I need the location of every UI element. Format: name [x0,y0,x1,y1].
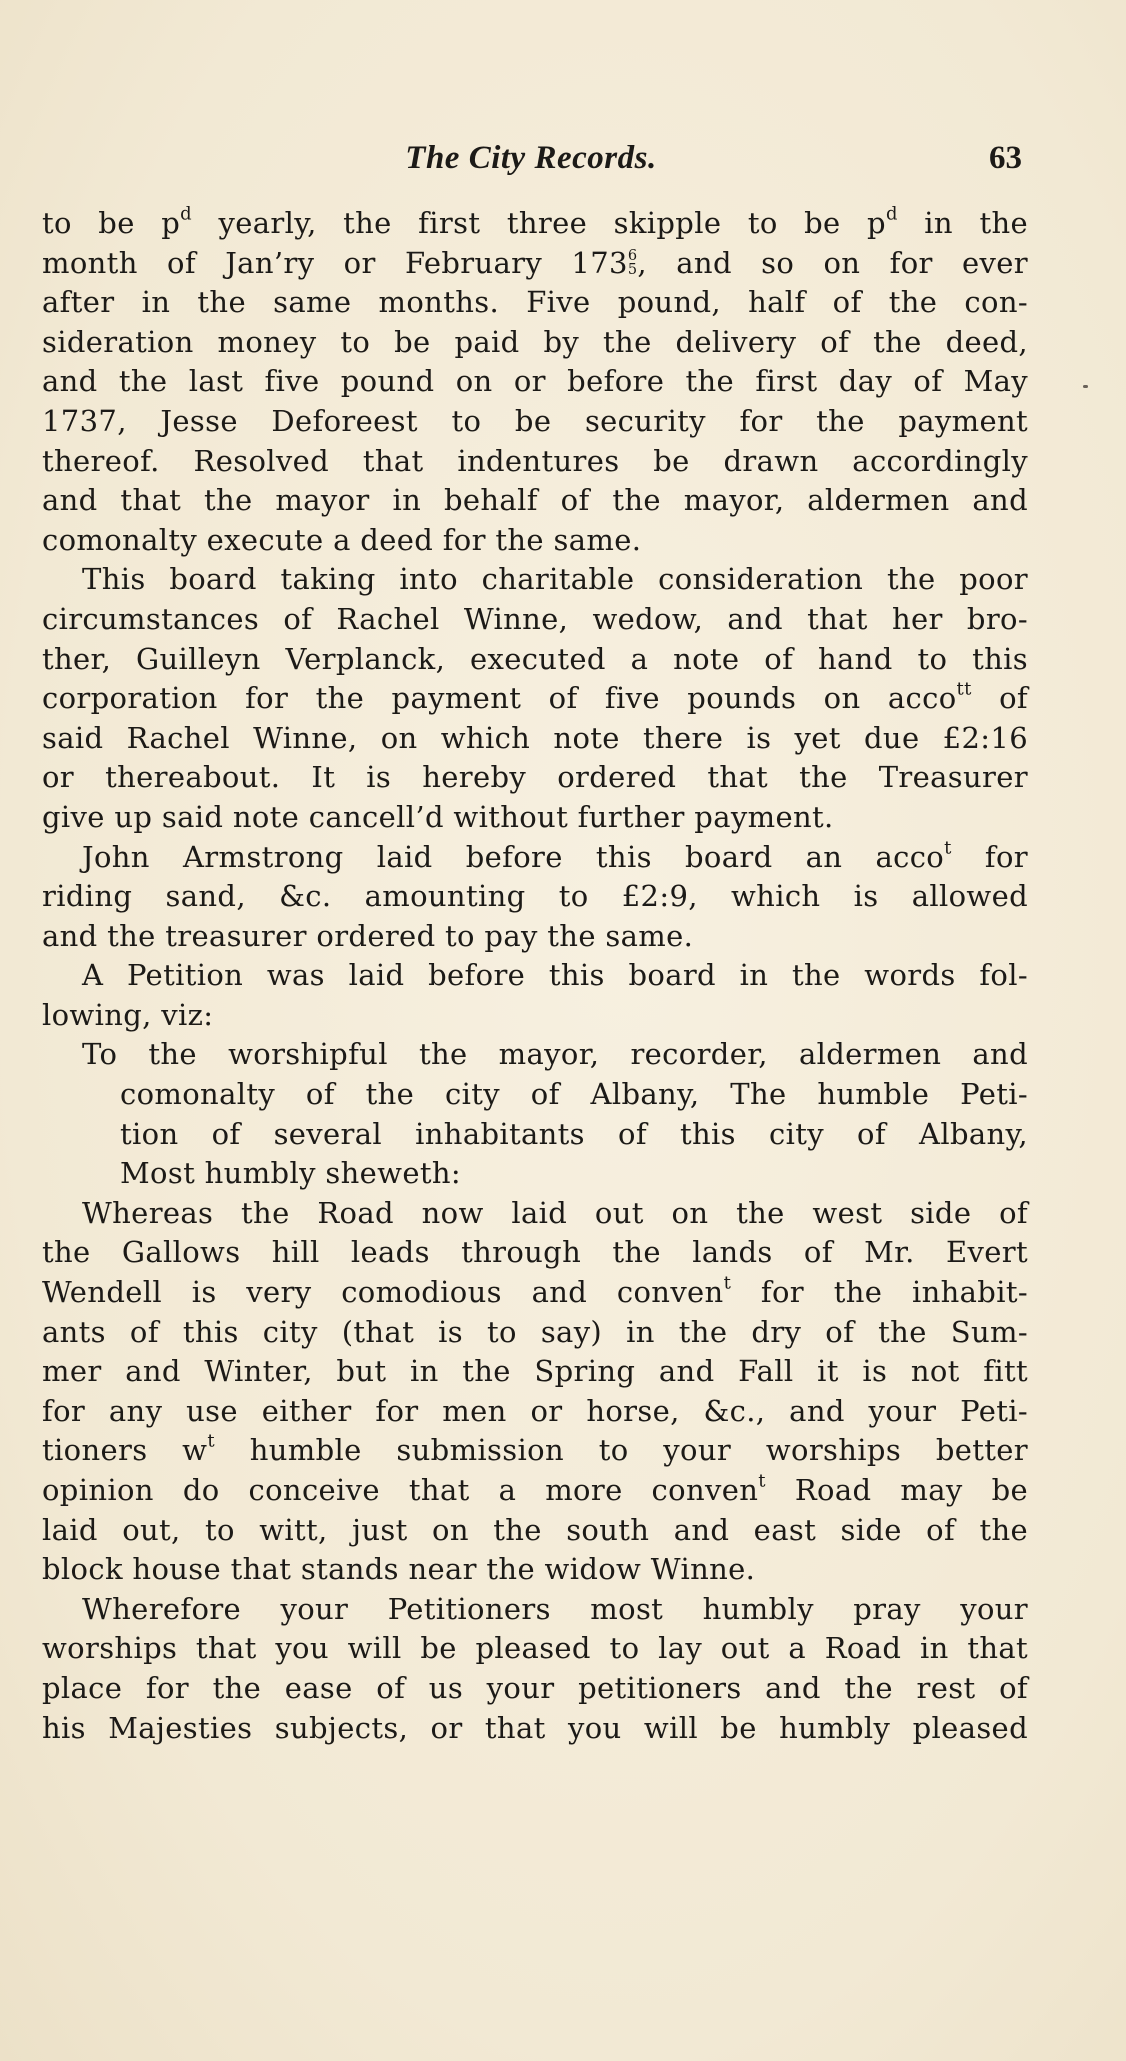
text-line: ther, Guilleyn Verplanck, executed a note of hand to this [42,641,1028,676]
text-line: thereof. Resolved that indentures be drawn accordingly [42,443,1028,478]
text-line: Wendell is very comodious and conven$^t$ for the inhabit- [42,1272,1028,1310]
text-line: block house that stands near the widow Winne. [42,1552,756,1587]
text-line: and that the mayor in behalf of the mayor, aldermen and [42,483,1028,518]
text-line: place for the ease of us your petitioners and the rest of [42,1670,1028,1705]
body-text [42,204,1028,1748]
paper-speck [1083,385,1088,388]
text-line: John Armstrong laid before this board an acco$^t$ for [82,837,1028,874]
fraction: 6 5 [627,248,638,279]
text-line: tioners $w^t$ humble submission to your worships better [42,1430,1028,1468]
text-line: 1737, Jesse Deforeest to be security for the payment [42,403,1028,438]
text-line: opinion do conceive that a more conven$^t$ Road may be [42,1470,1028,1507]
text-line: after in the same months. Five pound, half of the con- [42,285,1028,320]
text-line: A Petition was laid before this board in the words fol- [82,958,1028,993]
text-line: Whereas the Road now laid out on the west side of [82,1195,1028,1230]
text-line: or thereabout. It is hereby ordered that the Treasurer [42,760,1028,795]
text-line: give up said note cancell’d without further payment. [42,799,834,834]
text-line: to be $p^d$ yearly, the first three skipple to be $p^d$ in the [42,203,1028,240]
text-line: To the worshipful the mayor, recorder, aldermen and [82,1037,1028,1072]
text-line: tion of several inhabitants of this city of Albany, [120,1116,1028,1151]
text-line: laid out, to witt, just on the south and east side of the [42,1512,1028,1547]
text-line: Wherefore your Petitioners most humbly pray your [82,1591,1028,1626]
text-line: mer and Winter, but in the Spring and Fall it is not fitt [42,1354,1028,1389]
text-line: circumstances of Rachel Winne, wedow, and that her bro- [42,601,1028,636]
text-line: said Rachel Winne, on which note there is yet due £2:16 [42,720,1028,755]
text-line: for any use either for men or horse, &c., and your Peti- [42,1393,1028,1428]
text-line: and the treasurer ordered to pay the same. [42,918,694,953]
text-line: sideration money to be paid by the delivery of the deed, [42,324,1028,359]
text-line: month of Jan’ry or February 173 6 5 , and so on for ever [42,245,1028,280]
text-line: worships that you will be pleased to lay out a Road in that [42,1631,1028,1666]
running-head: The City Records. [405,140,657,176]
text-line: riding sand, &c. amounting to £2:9, which is allowed [42,879,1028,914]
text-line: comonalty of the city of Albany, The humble Peti- [120,1077,1028,1112]
page-number: 63 [989,140,1022,176]
text-line: ants of this city (that is to say) in the dry of the Sum- [42,1314,1028,1349]
text-line: corporation for the payment of five pounds on acco$^{tt}$ of [42,678,1028,716]
text-line: comonalty execute a deed for the same. [42,522,642,557]
page-header [40,140,1022,184]
text-line: This board taking into charitable consideration the poor [82,562,1028,597]
text-line: and the last five pound on or before the first day of May [42,364,1028,399]
text-line: Most humbly sheweth: [120,1156,462,1191]
text-line: his Majesties subjects, or that you will be humbly pleased [42,1710,1028,1745]
text-line: lowing, viz: [42,997,214,1032]
text-line: the Gallows hill leads through the lands of Mr. Evert [42,1235,1028,1270]
